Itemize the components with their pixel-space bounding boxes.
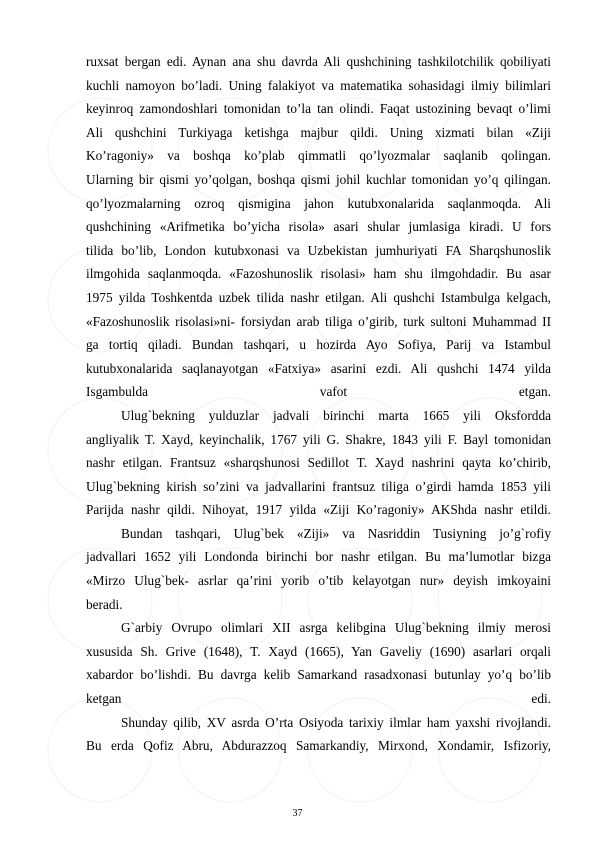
paragraph-4 bbox=[86, 616, 551, 710]
text-line: Ali qushchini Turkiyaga ketishga majbur qildi. Uning xizmati bilan «Ziji bbox=[86, 124, 551, 140]
text-line: ruxsat bergan edi. Aynan ana shu davrda Ali qushchining tashkilotchilik qobiliyati bbox=[86, 54, 551, 69]
text-line: jadvallari 1652 yili Londonda birinchi bor nashr etilgan. Bu ma’lumotlar bizga bbox=[86, 549, 551, 565]
paragraph-3 bbox=[86, 522, 551, 616]
text-line: Bu erda Qofiz Abru, Abdurazzoq Samarkandiy, Mirxond, Xondamir, Isfizoriy, bbox=[86, 738, 551, 754]
text-line: beradi. bbox=[86, 596, 123, 612]
text-line: qushchining «Arifmetika bo’yicha risola» asari shular jumlasiga kiradi. U fors bbox=[86, 219, 551, 235]
text-line: xabardor bo’lishdi. Bu davrga kelib Samarkand rasadxonasi butunlay yo’q bo’lib bbox=[86, 667, 551, 683]
text-line: Ulug`bekning yulduzlar jadvali birinchi marta 1665 yili Oksfordda bbox=[121, 407, 551, 423]
text-line: angliyalik T. Xayd, keyinchalik, 1767 yili G. Shakre, 1843 yili F. Bayl tomonidan bbox=[86, 431, 551, 447]
text-line: 1975 yilda Toshkentda uzbek tilida nashr etilgan. Ali qushchi Istambulga kelgach, bbox=[86, 289, 551, 305]
text-line: Ko’ragoniy» va boshqa ko’plab qimmatli qo’lyozmalar saqlanib qolingan. bbox=[86, 148, 551, 164]
text-line: «Mirzo Ulug`bek- asrlar qa’rini yorib o’tib kelayotgan nur» deyish imkoyaini bbox=[86, 573, 551, 589]
text-line: ilmgohida saqlanmoqda. «Fazoshunoslik risolasi» ham shu ilmgohdadir. Bu asar bbox=[86, 266, 551, 282]
text-line: G`arbiy Ovrupo olimlari XII asrga kelibgina Ulug`bekning ilmiy merosi bbox=[121, 620, 551, 636]
paragraph-2 bbox=[86, 404, 551, 522]
text-line: keyinroq zamondoshlari tomonidan to’la tan olindi. Faqat ustozining bevaqt o’limi bbox=[86, 101, 551, 117]
paragraph-5 bbox=[86, 711, 551, 758]
text-line: «Fazoshunoslik risolasi»ni- forsiydan arab tiliga o’girib, turk sultoni Muhammad II bbox=[86, 313, 551, 329]
text-line: tilida bo’lib, London kutubxonasi va Uzbekistan jumhuriyati FA Sharqshunoslik bbox=[86, 242, 551, 258]
text-line: nashr etilgan. Frantsuz «sharqshunosi Sedillot T. Xayd nashrini qayta ko’chirib, bbox=[86, 455, 551, 471]
text-line: kuchli namoyon bo’ladi. Uning falakiyot va matematika sohasidagi ilmiy bilimlari bbox=[86, 77, 551, 93]
page-number: 37 bbox=[292, 808, 303, 819]
text-line: kutubxonalarida saqlanayotgan «Fatxiya» asarini ezdi. Ali qushchi 1474 yilda bbox=[86, 360, 551, 376]
text-line: Parijda nashr qildi. Nihoyat, 1917 yilda «Ziji Ko’ragoniy» AKShda nashr etildi. bbox=[86, 502, 551, 518]
text-line: Ulug`bekning kirish so’zini va jadvallarini frantsuz tiliga o’girdi hamda 1853 yili bbox=[86, 478, 551, 494]
text-line: Isgambulda vafot etgan. bbox=[86, 384, 551, 400]
text-line: qo’lyozmalarning ozroq qismigina jahon kutubxonalarida saqlanmoqda. Ali bbox=[86, 195, 551, 211]
text-line: ga tortiq qiladi. Bundan tashqari, u hozirda Ayo Sofiya, Parij va Istambul bbox=[86, 337, 551, 353]
text-line: xususida Sh. Grive (1648), T. Xayd (1665), Yan Gaveliy (1690) asarlari orqali bbox=[86, 643, 551, 659]
text-line: Bundan tashqari, Ulug`bek «Ziji» va Nasriddin Tusiyning jo’g`rofiy bbox=[121, 525, 551, 541]
text-line: Ularning bir qismi yo’qolgan, boshqa qismi johil kuchlar tomonidan yo’q qilingan. bbox=[86, 171, 551, 187]
page-body bbox=[86, 50, 551, 758]
paragraph-1 bbox=[86, 50, 551, 404]
text-line: ketgan edi. bbox=[86, 691, 551, 707]
text-line: Shunday qilib, XV asrda O’rta Osiyoda tarixiy ilmlar ham yaxshi rivojlandi. bbox=[121, 714, 551, 730]
